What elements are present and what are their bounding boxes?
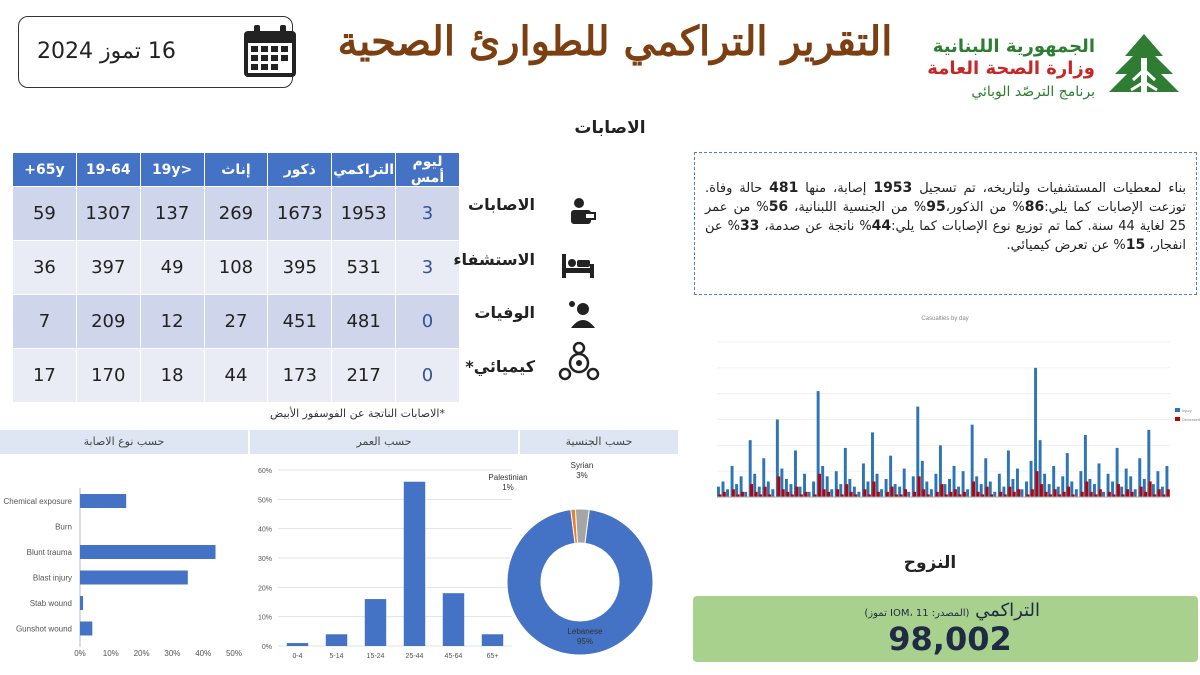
bar <box>443 593 464 646</box>
col-header-male: ذكور <box>268 153 332 187</box>
timeline-bar <box>907 492 910 497</box>
y-tick-label: Blunt trauma <box>26 548 72 557</box>
table-cell: 137 <box>140 187 204 241</box>
table-cell: 49 <box>140 241 204 295</box>
y-tick-label: 0% <box>261 644 272 651</box>
slice-pct-label: 95% <box>576 637 594 646</box>
timeline-bar <box>1134 489 1137 497</box>
summary-text: % عن انفجار، <box>705 219 1186 253</box>
y-tick-label: 10% <box>257 614 272 622</box>
timeline-bar <box>863 489 866 497</box>
table-cell: 44 <box>204 349 268 403</box>
summary-age-pct: 56 <box>768 199 789 215</box>
injury-type-chart <box>0 456 250 666</box>
summary-text: إصابة، منها <box>798 181 874 196</box>
displacement-heading: النزوح <box>903 553 957 573</box>
col-header-19-64: 19-64 <box>76 153 140 187</box>
slice-label: Palestinian <box>488 473 528 482</box>
timeline-bar <box>1045 492 1048 497</box>
x-tick-label: 30% <box>164 649 181 658</box>
row-label-chemical: كيميائي* <box>465 357 535 376</box>
timeline-bar <box>845 484 848 497</box>
table-cell: 451 <box>268 295 332 349</box>
timeline-bar <box>777 476 780 497</box>
bar <box>80 571 188 585</box>
timeline-bar <box>1117 484 1120 497</box>
logo-program: برنامج الترصّد الوبائي <box>971 84 1095 100</box>
timeline-bar <box>1031 489 1034 497</box>
slice-pct-label: 3% <box>576 471 588 480</box>
y-tick-label: 20% <box>257 585 272 593</box>
timeline-bar <box>786 492 789 497</box>
summary-text: % من الجنسية اللبنانية، <box>788 200 927 215</box>
hospital-bed-icon <box>560 250 596 282</box>
timeline-bar <box>830 489 833 497</box>
summary-text: توزعت الإصابات كما يلي: <box>1044 200 1186 215</box>
slice-label: Lebanese <box>567 627 603 636</box>
table-cell: 1673 <box>268 187 332 241</box>
table-cell: 27 <box>204 295 268 349</box>
page-title: التقرير التراكمي للطوارئ الصحية <box>337 18 893 65</box>
table-cell: 531 <box>332 241 396 295</box>
table-cell: 108 <box>204 241 268 295</box>
table-header-row <box>13 153 460 187</box>
summary-deaths: 481 <box>769 180 799 196</box>
timeline-bar <box>818 474 821 497</box>
table-row <box>13 295 460 349</box>
col-header-under19: <19y <box>140 153 204 187</box>
summary-shock-pct: 44 <box>871 218 892 234</box>
table-cell: 0 <box>396 295 460 349</box>
x-tick-label: 10% <box>102 649 119 658</box>
timeline-bar <box>1167 489 1170 497</box>
timeline-bar <box>890 487 893 497</box>
col-header-female: إناث <box>204 153 268 187</box>
timeline-bar <box>1090 492 1093 497</box>
y-tick-label: Burn <box>55 522 72 532</box>
report-date: 16 تموز 2024 <box>37 39 176 64</box>
timeline-bar <box>977 492 980 497</box>
table-cell: 397 <box>76 241 140 295</box>
y-tick-label: Chemical exposure <box>3 497 72 506</box>
table-cell: 59 <box>13 187 77 241</box>
timeline-bar <box>1144 492 1147 497</box>
timeline-bar <box>827 492 830 497</box>
timeline-bar <box>726 489 729 497</box>
timeline-bar <box>808 492 811 497</box>
timeline-bar <box>795 487 798 497</box>
age-panel-title: حسب العمر <box>250 430 520 454</box>
timeline-bar <box>1054 489 1057 497</box>
table-cell: 12 <box>140 295 204 349</box>
timeline-bar <box>1063 492 1066 497</box>
displacement-cumulative-label: التراكمي <box>975 600 1040 621</box>
timeline-bar <box>1017 489 1020 497</box>
timeline-bar <box>972 482 975 498</box>
table-row <box>13 187 460 241</box>
table-cell: 3 <box>396 241 460 295</box>
timeline-bar <box>1067 487 1070 497</box>
timeline-bar <box>1158 489 1161 497</box>
chart-title: Casualties by day <box>921 316 969 322</box>
timeline-bar <box>857 492 860 497</box>
x-tick-label: 25-44 <box>405 653 424 660</box>
deceased-person-icon <box>565 298 601 330</box>
logo-ministry: وزارة الصحة العامة <box>927 58 1095 79</box>
timeline-bar <box>999 492 1002 497</box>
timeline-bar <box>771 489 774 497</box>
table-cell: 217 <box>332 349 396 403</box>
summary-total: 1953 <box>873 180 913 196</box>
timeline-bar <box>904 489 907 497</box>
summary-chemical-pct: 15 <box>1125 237 1146 253</box>
timeline-bar <box>993 492 996 497</box>
timeline-bar <box>918 476 921 497</box>
col-header-yesterday: ليوم أمس <box>396 153 460 187</box>
timeline-bar <box>930 489 933 497</box>
cedar-logo-icon <box>1103 30 1185 102</box>
timeline-bar <box>940 484 943 497</box>
bar <box>80 596 83 610</box>
legend-label: Injury <box>1182 408 1192 413</box>
summary-text: % من عمر 25 لغاية 44 سنة. كما تم توزيع نوع الإصابات كما يلي: <box>705 200 1187 234</box>
injured-person-icon <box>565 195 601 227</box>
timeline-bar <box>732 489 735 497</box>
timeline-bar <box>750 484 753 497</box>
x-tick-label: 20% <box>133 649 150 658</box>
bar <box>287 643 308 646</box>
timeline-bar <box>880 489 883 497</box>
timeline-bar <box>954 489 957 497</box>
casualties-timeline-chart <box>705 312 1200 527</box>
timeline-bar <box>922 489 925 497</box>
timeline-bar <box>1013 492 1016 497</box>
timeline-bar <box>764 487 767 497</box>
nationality-panel-title: حسب الجنسية <box>520 430 680 454</box>
bar <box>80 494 126 508</box>
x-tick-label: 0% <box>74 649 86 658</box>
table-footnote: *الاصابات الناتجة عن الفوسفور الأبيض <box>270 407 445 420</box>
x-tick-label: 50% <box>225 649 243 658</box>
timeline-bar <box>755 492 758 497</box>
table-cell: 17 <box>13 349 77 403</box>
y-tick-label: Blast injury <box>32 573 72 583</box>
timeline-bar <box>804 492 807 497</box>
table-cell: 7 <box>13 295 77 349</box>
x-tick-label: 40% <box>195 649 212 658</box>
timeline-bar <box>986 487 989 497</box>
injury-type-panel-title: حسب نوع الاصابة <box>0 430 250 454</box>
x-tick-label: 65+ <box>486 653 499 660</box>
timeline-bar <box>836 489 839 497</box>
table-cell: 18 <box>140 349 204 403</box>
summary-text: % عن تعرض كيميائي. <box>1006 238 1126 253</box>
bar <box>326 634 347 646</box>
timeline-bar <box>782 489 785 497</box>
y-tick-label: Gunshot wound <box>15 624 72 634</box>
legend-label: Deceased <box>1182 417 1200 422</box>
injuries-table <box>12 152 460 403</box>
timeline-bar <box>1099 489 1102 497</box>
timeline-bar <box>949 492 952 497</box>
timeline-bar <box>936 492 939 497</box>
timeline-bar <box>823 489 826 497</box>
x-tick-label: 5-14 <box>329 653 344 660</box>
timeline-bar <box>1131 492 1134 497</box>
slice-pct-label: 1% <box>502 483 514 492</box>
calendar-icon <box>241 23 299 79</box>
timeline-bar <box>872 482 875 498</box>
bar <box>80 545 216 559</box>
nationality-chart <box>480 456 690 666</box>
timeline-bar <box>723 492 726 497</box>
y-tick-label: 40% <box>257 526 272 534</box>
summary-text: بناء لمعطيات المستشفيات ولتاريخه، تم تسجيل <box>912 181 1186 196</box>
logo-republic: الجمهورية اللبنانية <box>932 36 1095 57</box>
col-header-65plus: 65y+ <box>13 153 77 187</box>
table-cell: 209 <box>76 295 140 349</box>
timeline-bar <box>1021 489 1024 497</box>
timeline-bar <box>1108 492 1111 497</box>
table-cell: 481 <box>332 295 396 349</box>
chemical-hazard-icon <box>558 342 600 382</box>
summary-lebanese-pct: 95 <box>926 199 946 215</box>
table-cell: 1953 <box>332 187 396 241</box>
table-cell: 170 <box>76 349 140 403</box>
row-label-hospitalization: الاستشفاء <box>453 250 535 269</box>
injuries-heading: الاصابات <box>574 118 646 138</box>
table-cell: 3 <box>396 187 460 241</box>
timeline-bar <box>1075 489 1078 497</box>
timeline-bar <box>913 492 916 497</box>
timeline-bar <box>886 492 889 497</box>
bar <box>80 622 92 636</box>
table-cell: 36 <box>13 241 77 295</box>
timeline-bar <box>1081 492 1084 497</box>
summary-text: % من الذكور، <box>945 200 1025 215</box>
table-cell: 1307 <box>76 187 140 241</box>
legend-swatch <box>1175 408 1180 412</box>
table-cell: 0 <box>396 349 460 403</box>
x-tick-label: 15-24 <box>366 653 385 660</box>
displacement-value: 98,002 <box>888 620 1012 658</box>
bar <box>365 599 386 646</box>
table-cell: 395 <box>268 241 332 295</box>
date-box <box>18 16 293 88</box>
row-label-deaths: الوفيات <box>474 303 535 322</box>
timeline-bar <box>1126 489 1129 497</box>
timeline-bar <box>1035 471 1038 497</box>
timeline-bar <box>1102 492 1105 497</box>
x-tick-label: 0-4 <box>292 653 303 660</box>
col-header-cumulative: التراكمي <box>332 153 396 187</box>
summary-blast-pct: 33 <box>739 218 760 234</box>
displacement-source: (المصدر: IOM، 11 تموز) <box>864 608 970 619</box>
y-tick-label: 50% <box>257 497 272 505</box>
summary-text-box <box>694 152 1197 295</box>
timeline-bar <box>1008 487 1011 497</box>
timeline-bar <box>1085 482 1088 498</box>
y-tick-label: Stab wound <box>29 599 72 608</box>
timeline-bar <box>966 489 969 497</box>
timeline-bar <box>877 492 880 497</box>
table-cell: 269 <box>204 187 268 241</box>
summary-text: % ناتجة عن صدمة، <box>759 219 872 234</box>
timeline-bar <box>741 492 744 497</box>
timeline-bar <box>1040 484 1043 497</box>
timeline-bar <box>963 492 966 497</box>
row-label-injuries: الاصابات <box>468 195 535 214</box>
y-tick-label: 30% <box>257 556 272 563</box>
bar <box>404 482 425 646</box>
legend-swatch <box>1175 417 1180 421</box>
summary-male-pct: 86 <box>1024 199 1045 215</box>
table-row <box>13 241 460 295</box>
y-tick-label: 60% <box>257 468 272 475</box>
table-cell: 173 <box>268 349 332 403</box>
table-row <box>13 349 460 403</box>
x-tick-label: 45-64 <box>444 653 463 660</box>
timeline-bar <box>850 492 853 497</box>
displacement-label <box>864 600 1040 621</box>
timeline-bar <box>1140 487 1143 497</box>
timeline-bar <box>744 492 747 497</box>
summary-text: حالة وفاة. <box>705 181 770 196</box>
slice-label: Syrian <box>570 461 594 470</box>
timeline-bar <box>1149 482 1152 498</box>
